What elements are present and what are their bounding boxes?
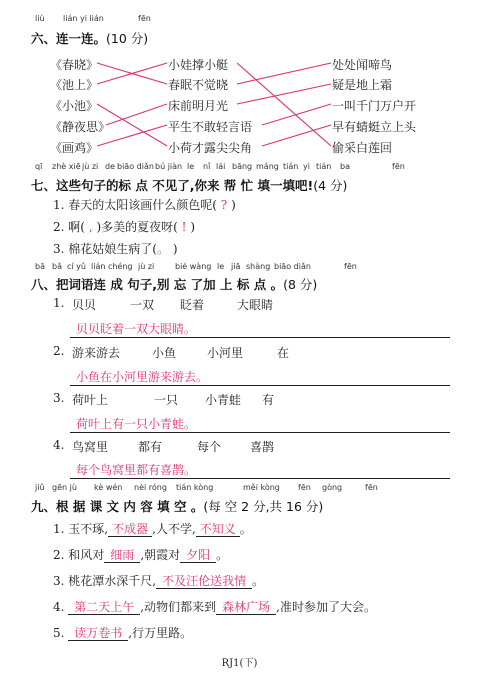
pinyin-qi: qī <box>35 162 43 171</box>
num: 3. <box>53 574 65 588</box>
text: ,朝霞对 <box>140 548 181 562</box>
pinyin-juzi: jù zi <box>82 162 99 171</box>
text: ,人不学, <box>152 522 196 536</box>
second-line-2: 一叫千门万户开 <box>332 99 417 113</box>
match-line-chuangqian <box>237 84 331 104</box>
pinyin-fen: fēn <box>138 14 151 23</box>
fill-item-5 <box>53 624 192 641</box>
pinyin-tiankong: tián kòng <box>176 483 214 492</box>
q8-1-word-1: 一双 <box>130 298 155 312</box>
q8-2-num: 2. <box>53 344 65 358</box>
pinyin-jiu: jiǔ <box>35 483 45 492</box>
pinyin-jia: jiā <box>231 262 241 271</box>
text: 桃花潭水深千尺, <box>68 574 157 588</box>
q-text-end: ) <box>172 242 178 256</box>
first-line-4: 小荷才露尖尖角 <box>168 141 253 155</box>
poem-title-4: 《画鸡》 <box>50 141 99 155</box>
q8-4-num: 4. <box>53 438 65 452</box>
first-line-2: 床前明月光 <box>168 99 229 113</box>
page-footer: RJ1(下) <box>221 658 258 669</box>
section7-title <box>31 176 347 194</box>
pinyin-ba3: bǎ <box>52 262 62 271</box>
text: 玉不琢, <box>68 522 109 536</box>
q-text-end: ) <box>231 198 236 212</box>
section9-points: (每 空 2 分,共 16 分) <box>203 499 324 514</box>
pinyin-liu: liù <box>35 14 45 23</box>
section8-points: (8 分) <box>283 277 318 292</box>
punct-question-2 <box>53 218 195 235</box>
q-text-end: ) <box>190 220 195 234</box>
q-text: 啊( <box>68 220 85 234</box>
num: 5. <box>53 626 65 640</box>
q8-3-word-3: 有 <box>262 393 275 407</box>
fill-blank: 不成器 <box>108 522 152 537</box>
pinyin-neirong: nèi róng <box>134 483 167 492</box>
q8-3-word-2: 小青蛙 <box>205 393 242 407</box>
q8-1-word-3: 大眼睛 <box>237 298 274 312</box>
answer-line-2 <box>70 385 450 386</box>
num: 2. <box>53 548 65 562</box>
text: 。 <box>216 548 229 562</box>
section8-title-text: 八、把词语连 成 句子,别 忘 了加 上 标 点 。 <box>31 277 284 292</box>
pinyin-le-8: le <box>217 262 225 271</box>
pinyin-le: le <box>187 162 195 171</box>
pinyin-tian-2: tián <box>316 162 332 171</box>
q8-1-num: 1. <box>53 296 65 310</box>
section6-title-text: 六、连一连。 <box>31 31 107 46</box>
pinyin-fen-8: fēn <box>344 262 357 271</box>
pinyin-bang: bāng <box>232 162 253 171</box>
q-text: 春天的太阳该画什么颜色呢( <box>68 198 217 212</box>
q8-4-word-1: 都有 <box>138 440 163 454</box>
pinyin-ba: ba <box>340 162 350 171</box>
pinyin-mang: máng <box>256 162 279 171</box>
pinyin-fen-9b: fēn <box>365 483 378 492</box>
answer-mark: ? <box>220 198 228 212</box>
poem-title-0: 《春晓》 <box>50 58 99 72</box>
fill-item-3 <box>53 572 264 589</box>
second-line-1: 疑是地上霜 <box>332 78 393 92</box>
pinyin-de: de <box>105 162 115 171</box>
answer-mark: , <box>88 220 93 234</box>
q8-4-word-0: 鸟窝里 <box>72 440 109 454</box>
pinyin-meikong: měi kòng <box>243 483 280 492</box>
section9-title-text: 九、根 据 课 文 内 容 填 空 。 <box>31 499 204 514</box>
q8-4-word-2: 每个 <box>197 440 222 454</box>
pinyin-ba-8: bā <box>35 262 45 271</box>
pinyin-ni: nǐ <box>203 162 211 171</box>
second-line-3: 早有蜻蜓立上头 <box>332 120 417 134</box>
q8-3-word-0: 荷叶上 <box>72 393 109 407</box>
q8-3-word-1: 一只 <box>154 393 179 407</box>
pinyin-fen-9a: fēn <box>298 483 311 492</box>
q8-2-word-1: 小鱼 <box>152 346 177 360</box>
q8-2-word-0: 游来游去 <box>72 346 121 360</box>
pinyin-shang: shàng <box>246 262 271 271</box>
text: ,准时参加了大会。 <box>276 600 376 614</box>
section6-points: (10 分) <box>106 31 149 46</box>
num: 4. <box>53 600 65 614</box>
answer-line-1 <box>70 337 450 338</box>
fill-blank: 第二天上午 <box>68 600 140 615</box>
text: ,行万里路。 <box>128 626 193 640</box>
text: ,动物们都来到 <box>140 600 217 614</box>
section7-title-text: 七、这些句子的标 点 不见了,你来 帮 忙 填一填吧! <box>31 178 314 193</box>
q8-1-word-0: 贝贝 <box>72 298 97 312</box>
q8-2-word-2: 小河里 <box>207 346 244 360</box>
q8-3-num: 3. <box>53 391 65 405</box>
q8-2-word-3: 在 <box>277 346 290 360</box>
section8-title <box>31 275 317 293</box>
first-line-1: 春眠不觉晓 <box>168 78 229 92</box>
pinyin-lianyilian: lián yi lián <box>63 14 104 23</box>
poem-title-1: 《池上》 <box>50 78 99 92</box>
fill-blank: 不知义 <box>196 522 240 537</box>
fill-item-2 <box>53 546 228 563</box>
fill-blank: 森林广场 <box>216 600 276 615</box>
punct-question-1 <box>53 196 236 213</box>
pinyin-genju: gēn jù <box>52 483 77 492</box>
fill-blank: 读万卷书 <box>68 626 128 641</box>
section9-title <box>31 497 323 515</box>
second-line-4: 偷采白莲回 <box>332 141 393 155</box>
q8-1-answer: 贝贝眨着一双大眼睛。 <box>76 322 197 336</box>
match-line-huaji <box>97 125 167 146</box>
text: 。 <box>239 522 252 536</box>
pinyin-lai: lái <box>216 162 226 171</box>
fill-blank: 夕阳 <box>180 548 216 563</box>
text: 。 <box>252 574 265 588</box>
fill-item-4 <box>53 598 376 615</box>
pinyin-ciyu: cí yǔ <box>67 262 86 271</box>
pinyin-kewen: kè wén <box>94 483 123 492</box>
second-line-0: 处处闻啼鸟 <box>332 58 393 72</box>
q-num: 1. <box>53 198 65 212</box>
pinyin-juzi-8: jù zi <box>138 262 155 271</box>
match-line-xiaohe <box>262 125 331 146</box>
q-num: 2. <box>53 220 65 234</box>
match-line-xiaowa <box>237 63 331 146</box>
q-text: 棉花姑娘生病了( <box>68 242 157 256</box>
q8-4-answer: 每个鸟窝里都有喜鹊。 <box>76 463 197 477</box>
pinyin-biaodian-8: biāo diǎn <box>274 262 311 271</box>
punct-question-3 <box>53 240 178 257</box>
section7-points: (4 分) <box>313 178 348 193</box>
answer-line-3 <box>70 432 450 433</box>
first-line-0: 小娃撑小艇 <box>168 58 229 72</box>
pinyin-biaodian: biāo diǎn <box>117 162 154 171</box>
fill-blank: 不及汪伦送我情 <box>156 574 252 589</box>
q8-2-answer: 小鱼在小河里游来游去。 <box>76 370 209 384</box>
pinyin-liancheng: lián chéng <box>91 262 133 271</box>
answer-line-4 <box>70 478 450 479</box>
pinyin-fen-7: fēn <box>392 162 405 171</box>
q8-4-word-3: 喜鹊 <box>250 440 275 454</box>
pinyin-yi: yi <box>303 162 310 171</box>
text: 和风对 <box>68 548 105 562</box>
pinyin-bujian: bú jiàn <box>155 162 183 171</box>
q8-1-word-2: 眨着 <box>180 298 205 312</box>
q8-3-answer: 荷叶上有一只小青蛙。 <box>76 417 197 431</box>
poem-title-3: 《静夜思》 <box>50 120 111 134</box>
num: 1. <box>53 522 65 536</box>
pinyin-gong: gòng <box>322 483 343 492</box>
q-text-mid: )多美的夏夜呀( <box>96 220 178 234</box>
match-line-chunmian <box>237 63 331 84</box>
fill-item-1 <box>53 520 252 537</box>
pinyin-biewang: bié wàng <box>175 262 212 271</box>
first-line-3: 平生不敢轻言语 <box>168 120 253 134</box>
answer-mark: 。 <box>156 242 169 256</box>
answer-mark-2: ! <box>181 220 187 234</box>
pinyin-zhexie: zhè xiē <box>52 162 81 171</box>
poem-title-2: 《小池》 <box>50 99 99 113</box>
fill-blank: 细雨 <box>104 548 140 563</box>
q-num: 3. <box>53 242 65 256</box>
pinyin-tian: tián <box>283 162 299 171</box>
match-line-pingsheng <box>262 104 331 125</box>
